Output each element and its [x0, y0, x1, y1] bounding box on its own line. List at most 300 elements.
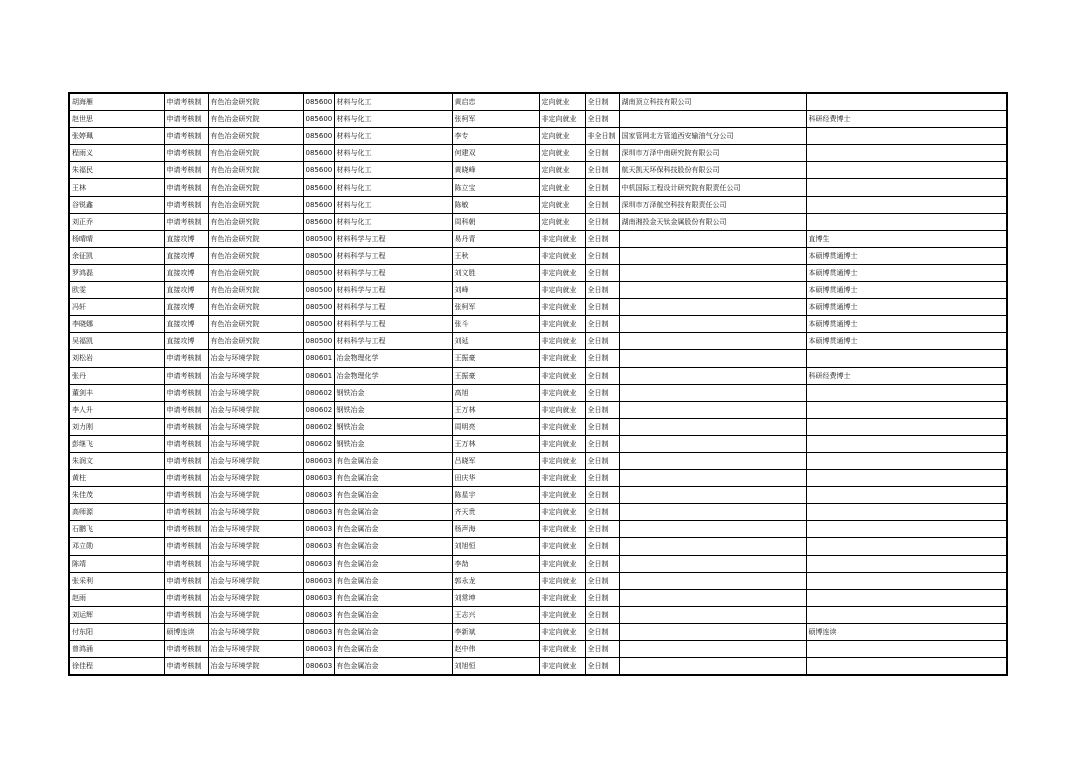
cell-college: 有色冶金研究院: [208, 179, 303, 196]
cell-major-code: 085600: [303, 196, 334, 213]
cell-major-code: 080602: [303, 384, 334, 401]
table-row: [69, 179, 1007, 196]
table-row: [69, 282, 1007, 299]
cell-major-code: 080602: [303, 418, 334, 435]
cell-note: [806, 93, 1007, 111]
cell-method: 直接攻博: [164, 230, 208, 247]
cell-major-code: 080601: [303, 350, 334, 367]
cell-employment-type: 非定向就业: [539, 606, 585, 623]
cell-college: 有色冶金研究院: [208, 196, 303, 213]
table-row: [69, 623, 1007, 640]
cell-major-code: 085600: [303, 111, 334, 128]
cell-major-code: 085600: [303, 179, 334, 196]
cell-employment-type: 非定向就业: [539, 350, 585, 367]
cell-supervisor: 陈立宝: [452, 179, 539, 196]
table-row: [69, 247, 1007, 264]
table-row: [69, 145, 1007, 162]
cell-supervisor: 张柯军: [452, 111, 539, 128]
cell-major: 材料科学与工程: [334, 247, 452, 264]
cell-college: 冶金与环境学院: [208, 367, 303, 384]
cell-major-code: 080603: [303, 658, 334, 676]
cell-name: 张采利: [69, 572, 164, 589]
cell-supervisor: 王振豪: [452, 367, 539, 384]
cell-college: 冶金与环境学院: [208, 623, 303, 640]
cell-note: 本硕博贯通博士: [806, 299, 1007, 316]
cell-note: [806, 606, 1007, 623]
table-row: [69, 162, 1007, 179]
table-row: [69, 333, 1007, 350]
cell-employer: [619, 401, 806, 418]
cell-study-mode: 全日制: [585, 589, 619, 606]
cell-supervisor: 刘峰: [452, 282, 539, 299]
cell-method: 申请考核制: [164, 162, 208, 179]
cell-supervisor: 黄启忠: [452, 93, 539, 111]
cell-employment-type: 非定向就业: [539, 538, 585, 555]
cell-employment-type: 定向就业: [539, 128, 585, 145]
cell-major-code: 085600: [303, 145, 334, 162]
cell-major: 有色金属冶金: [334, 521, 452, 538]
cell-study-mode: 全日制: [585, 572, 619, 589]
cell-note: [806, 401, 1007, 418]
cell-supervisor: 赵中伟: [452, 641, 539, 658]
cell-note: 本硕博贯通博士: [806, 333, 1007, 350]
cell-supervisor: 王万林: [452, 435, 539, 452]
cell-method: 申请考核制: [164, 196, 208, 213]
cell-name: 彭继飞: [69, 435, 164, 452]
table-row: [69, 658, 1007, 676]
table-row: [69, 401, 1007, 418]
cell-supervisor: 郭永龙: [452, 572, 539, 589]
cell-major: 有色金属冶金: [334, 572, 452, 589]
table-row: [69, 487, 1007, 504]
cell-study-mode: 全日制: [585, 333, 619, 350]
cell-note: [806, 504, 1007, 521]
cell-name: 王林: [69, 179, 164, 196]
cell-method: 硕博连读: [164, 623, 208, 640]
cell-college: 冶金与环境学院: [208, 555, 303, 572]
cell-supervisor: 张斗: [452, 316, 539, 333]
cell-major: 材料科学与工程: [334, 282, 452, 299]
cell-supervisor: 刘文胜: [452, 264, 539, 281]
table-row: [69, 128, 1007, 145]
cell-major: 材料与化工: [334, 213, 452, 230]
cell-study-mode: 全日制: [585, 623, 619, 640]
cell-major: 材料科学与工程: [334, 316, 452, 333]
cell-employment-type: 定向就业: [539, 93, 585, 111]
cell-method: 申请考核制: [164, 128, 208, 145]
cell-study-mode: 全日制: [585, 111, 619, 128]
cell-note: [806, 213, 1007, 230]
cell-name: 胡海雁: [69, 93, 164, 111]
table-row: [69, 435, 1007, 452]
table-row: [69, 367, 1007, 384]
cell-major-code: 080603: [303, 452, 334, 469]
cell-major-code: 080603: [303, 641, 334, 658]
table-row: [69, 589, 1007, 606]
admission-table: [68, 92, 1008, 676]
cell-major: 有色金属冶金: [334, 606, 452, 623]
cell-major: 材料与化工: [334, 128, 452, 145]
table-row: [69, 213, 1007, 230]
cell-method: 申请考核制: [164, 145, 208, 162]
cell-name: 邓立勋: [69, 538, 164, 555]
cell-employer: [619, 230, 806, 247]
cell-major: 钢铁冶金: [334, 401, 452, 418]
cell-name: 曾鸿涌: [69, 641, 164, 658]
cell-method: 直接攻博: [164, 316, 208, 333]
cell-employer: [619, 435, 806, 452]
cell-employment-type: 非定向就业: [539, 504, 585, 521]
table-row: [69, 452, 1007, 469]
cell-major-code: 080602: [303, 401, 334, 418]
cell-name: 余征凯: [69, 247, 164, 264]
cell-major: 材料科学与工程: [334, 230, 452, 247]
cell-name: 黄柱: [69, 470, 164, 487]
cell-method: 申请考核制: [164, 179, 208, 196]
cell-note: [806, 418, 1007, 435]
table-row: [69, 538, 1007, 555]
cell-method: 申请考核制: [164, 111, 208, 128]
cell-employer: [619, 111, 806, 128]
cell-name: 石鹏飞: [69, 521, 164, 538]
cell-employer: 国家管网北方管道西安输油气分公司: [619, 128, 806, 145]
cell-major-code: 080601: [303, 367, 334, 384]
cell-major: 有色金属冶金: [334, 555, 452, 572]
cell-method: 直接攻博: [164, 299, 208, 316]
cell-study-mode: 全日制: [585, 179, 619, 196]
cell-major-code: 080603: [303, 572, 334, 589]
table-row: [69, 521, 1007, 538]
table-row: [69, 504, 1007, 521]
cell-major-code: 080602: [303, 435, 334, 452]
cell-employer: 航天凯天环保科技股份有限公司: [619, 162, 806, 179]
cell-note: 直博生: [806, 230, 1007, 247]
cell-note: [806, 589, 1007, 606]
cell-major: 材料与化工: [334, 179, 452, 196]
cell-college: 有色冶金研究院: [208, 264, 303, 281]
cell-employer: [619, 504, 806, 521]
cell-employer: [619, 452, 806, 469]
cell-note: [806, 572, 1007, 589]
cell-name: 李人升: [69, 401, 164, 418]
cell-note: [806, 179, 1007, 196]
cell-supervisor: 李专: [452, 128, 539, 145]
cell-supervisor: 陈星宇: [452, 487, 539, 504]
cell-study-mode: 全日制: [585, 538, 619, 555]
cell-employer: [619, 538, 806, 555]
cell-employer: [619, 487, 806, 504]
cell-method: 申请考核制: [164, 589, 208, 606]
cell-name: 朱润文: [69, 452, 164, 469]
cell-study-mode: 全日制: [585, 401, 619, 418]
cell-method: 直接攻博: [164, 282, 208, 299]
cell-employer: 中机国际工程设计研究院有限责任公司: [619, 179, 806, 196]
cell-employer: [619, 350, 806, 367]
cell-major-code: 080603: [303, 589, 334, 606]
cell-employment-type: 非定向就业: [539, 299, 585, 316]
table-row: [69, 470, 1007, 487]
cell-supervisor: 吕晓军: [452, 452, 539, 469]
cell-method: 直接攻博: [164, 333, 208, 350]
cell-major-code: 080500: [303, 299, 334, 316]
cell-supervisor: 田庆华: [452, 470, 539, 487]
cell-major: 材料科学与工程: [334, 264, 452, 281]
cell-employer: [619, 282, 806, 299]
cell-employer: [619, 470, 806, 487]
cell-note: [806, 162, 1007, 179]
cell-employer: [619, 247, 806, 264]
cell-employer: [619, 623, 806, 640]
cell-method: 申请考核制: [164, 470, 208, 487]
cell-employment-type: 非定向就业: [539, 384, 585, 401]
cell-employer: 湖南湘投金天钛金属股份有限公司: [619, 213, 806, 230]
table-row: [69, 418, 1007, 435]
cell-supervisor: 黄晓峰: [452, 162, 539, 179]
cell-college: 有色冶金研究院: [208, 111, 303, 128]
cell-major: 钢铁冶金: [334, 384, 452, 401]
cell-major: 材料科学与工程: [334, 299, 452, 316]
cell-employer: [619, 589, 806, 606]
cell-note: [806, 196, 1007, 213]
cell-study-mode: 全日制: [585, 487, 619, 504]
cell-college: 有色冶金研究院: [208, 299, 303, 316]
cell-college: 冶金与环境学院: [208, 504, 303, 521]
cell-college: 冶金与环境学院: [208, 658, 303, 676]
cell-major-code: 080603: [303, 487, 334, 504]
cell-college: 冶金与环境学院: [208, 538, 303, 555]
cell-college: 冶金与环境学院: [208, 384, 303, 401]
cell-note: [806, 350, 1007, 367]
cell-method: 申请考核制: [164, 435, 208, 452]
cell-name: 朱福民: [69, 162, 164, 179]
cell-college: 冶金与环境学院: [208, 572, 303, 589]
cell-supervisor: 周科朝: [452, 213, 539, 230]
cell-major: 材料与化工: [334, 145, 452, 162]
cell-note: [806, 641, 1007, 658]
cell-method: 申请考核制: [164, 487, 208, 504]
cell-college: 冶金与环境学院: [208, 470, 303, 487]
cell-method: 申请考核制: [164, 452, 208, 469]
cell-major: 有色金属冶金: [334, 470, 452, 487]
table-row: [69, 196, 1007, 213]
cell-college: 有色冶金研究院: [208, 247, 303, 264]
cell-name: 赵雨: [69, 589, 164, 606]
cell-employment-type: 非定向就业: [539, 470, 585, 487]
cell-study-mode: 全日制: [585, 470, 619, 487]
cell-note: 本硕博贯通博士: [806, 247, 1007, 264]
cell-employer: [619, 641, 806, 658]
cell-college: 有色冶金研究院: [208, 162, 303, 179]
cell-note: [806, 487, 1007, 504]
cell-employment-type: 非定向就业: [539, 111, 585, 128]
cell-college: 有色冶金研究院: [208, 213, 303, 230]
cell-employment-type: 非定向就业: [539, 264, 585, 281]
cell-major: 有色金属冶金: [334, 589, 452, 606]
cell-employment-type: 定向就业: [539, 162, 585, 179]
cell-study-mode: 全日制: [585, 316, 619, 333]
cell-study-mode: 全日制: [585, 435, 619, 452]
table-row: [69, 299, 1007, 316]
cell-major-code: 080603: [303, 555, 334, 572]
cell-study-mode: 非全日制: [585, 128, 619, 145]
cell-name: 吴福凯: [69, 333, 164, 350]
cell-employment-type: 非定向就业: [539, 452, 585, 469]
cell-supervisor: 张柯军: [452, 299, 539, 316]
cell-employment-type: 非定向就业: [539, 658, 585, 676]
cell-supervisor: 王秋: [452, 247, 539, 264]
cell-method: 申请考核制: [164, 606, 208, 623]
cell-name: 刘运辉: [69, 606, 164, 623]
cell-college: 有色冶金研究院: [208, 145, 303, 162]
cell-major: 钢铁冶金: [334, 435, 452, 452]
cell-supervisor: 刘延: [452, 333, 539, 350]
cell-method: 申请考核制: [164, 213, 208, 230]
cell-note: [806, 435, 1007, 452]
cell-college: 冶金与环境学院: [208, 435, 303, 452]
cell-name: 高师源: [69, 504, 164, 521]
cell-study-mode: 全日制: [585, 350, 619, 367]
cell-major-code: 080603: [303, 623, 334, 640]
cell-supervisor: 刘旭恒: [452, 658, 539, 676]
table-row: [69, 555, 1007, 572]
cell-study-mode: 全日制: [585, 213, 619, 230]
cell-supervisor: 杨声海: [452, 521, 539, 538]
cell-method: 申请考核制: [164, 418, 208, 435]
cell-college: 冶金与环境学院: [208, 350, 303, 367]
cell-supervisor: 高旭: [452, 384, 539, 401]
cell-major-code: 085600: [303, 162, 334, 179]
cell-name: 陈靖: [69, 555, 164, 572]
cell-employment-type: 非定向就业: [539, 247, 585, 264]
cell-note: [806, 145, 1007, 162]
cell-college: 冶金与环境学院: [208, 589, 303, 606]
cell-major: 材料科学与工程: [334, 333, 452, 350]
table-row: [69, 230, 1007, 247]
table-row: [69, 384, 1007, 401]
cell-supervisor: 李劼: [452, 555, 539, 572]
table-row: [69, 350, 1007, 367]
cell-employment-type: 非定向就业: [539, 435, 585, 452]
cell-employment-type: 非定向就业: [539, 555, 585, 572]
cell-name: 杨晴晴: [69, 230, 164, 247]
cell-method: 申请考核制: [164, 658, 208, 676]
cell-employer: [619, 264, 806, 281]
cell-supervisor: 刘旭恒: [452, 538, 539, 555]
cell-major: 有色金属冶金: [334, 658, 452, 676]
cell-major-code: 080500: [303, 247, 334, 264]
cell-note: [806, 452, 1007, 469]
cell-employer: [619, 572, 806, 589]
cell-major: 材料与化工: [334, 111, 452, 128]
cell-note: [806, 658, 1007, 676]
cell-employer: [619, 555, 806, 572]
cell-major: 有色金属冶金: [334, 641, 452, 658]
cell-study-mode: 全日制: [585, 504, 619, 521]
cell-major: 材料与化工: [334, 162, 452, 179]
cell-employer: [619, 299, 806, 316]
cell-study-mode: 全日制: [585, 452, 619, 469]
cell-major-code: 080603: [303, 504, 334, 521]
cell-study-mode: 全日制: [585, 299, 619, 316]
cell-employer: [619, 384, 806, 401]
cell-major: 冶金物理化学: [334, 350, 452, 367]
cell-name: 张婷珮: [69, 128, 164, 145]
cell-study-mode: 全日制: [585, 145, 619, 162]
cell-supervisor: 王振豪: [452, 350, 539, 367]
cell-method: 直接攻博: [164, 264, 208, 281]
cell-method: 申请考核制: [164, 641, 208, 658]
cell-employer: [619, 316, 806, 333]
cell-supervisor: 齐天贵: [452, 504, 539, 521]
cell-study-mode: 全日制: [585, 196, 619, 213]
cell-supervisor: 王志兴: [452, 606, 539, 623]
cell-employment-type: 非定向就业: [539, 333, 585, 350]
cell-method: 申请考核制: [164, 521, 208, 538]
table-row: [69, 606, 1007, 623]
cell-major-code: 085600: [303, 93, 334, 111]
table-row: [69, 641, 1007, 658]
cell-employer: [619, 367, 806, 384]
cell-name: 谷锐鑫: [69, 196, 164, 213]
cell-method: 申请考核制: [164, 504, 208, 521]
cell-college: 有色冶金研究院: [208, 128, 303, 145]
cell-method: 申请考核制: [164, 367, 208, 384]
cell-college: 冶金与环境学院: [208, 452, 303, 469]
cell-supervisor: 陈敏: [452, 196, 539, 213]
cell-employment-type: 非定向就业: [539, 401, 585, 418]
table-row: [69, 93, 1007, 111]
cell-employment-type: 非定向就业: [539, 641, 585, 658]
cell-study-mode: 全日制: [585, 162, 619, 179]
cell-major-code: 080603: [303, 521, 334, 538]
cell-note: 科研经费博士: [806, 111, 1007, 128]
cell-supervisor: 李新斌: [452, 623, 539, 640]
cell-name: 冯轩: [69, 299, 164, 316]
cell-note: 本硕博贯通博士: [806, 316, 1007, 333]
cell-note: [806, 521, 1007, 538]
cell-major-code: 080603: [303, 470, 334, 487]
cell-method: 直接攻博: [164, 247, 208, 264]
cell-note: 硕博连读: [806, 623, 1007, 640]
cell-employer: 湖南顶立科技有限公司: [619, 93, 806, 111]
cell-study-mode: 全日制: [585, 555, 619, 572]
cell-supervisor: 王万林: [452, 401, 539, 418]
cell-note: [806, 128, 1007, 145]
table-row: [69, 316, 1007, 333]
cell-method: 申请考核制: [164, 538, 208, 555]
cell-name: 徐佳程: [69, 658, 164, 676]
cell-college: 冶金与环境学院: [208, 521, 303, 538]
cell-major: 有色金属冶金: [334, 623, 452, 640]
cell-note: [806, 384, 1007, 401]
cell-study-mode: 全日制: [585, 282, 619, 299]
cell-employment-type: 非定向就业: [539, 521, 585, 538]
cell-employment-type: 定向就业: [539, 213, 585, 230]
cell-college: 冶金与环境学院: [208, 641, 303, 658]
cell-study-mode: 全日制: [585, 418, 619, 435]
cell-college: 有色冶金研究院: [208, 230, 303, 247]
cell-study-mode: 全日制: [585, 367, 619, 384]
cell-major: 有色金属冶金: [334, 538, 452, 555]
cell-name: 赵世思: [69, 111, 164, 128]
cell-major-code: 080500: [303, 282, 334, 299]
cell-method: 申请考核制: [164, 384, 208, 401]
cell-employment-type: 非定向就业: [539, 316, 585, 333]
cell-college: 冶金与环境学院: [208, 418, 303, 435]
cell-supervisor: 刘常坤: [452, 589, 539, 606]
cell-college: 冶金与环境学院: [208, 401, 303, 418]
cell-college: 有色冶金研究院: [208, 282, 303, 299]
